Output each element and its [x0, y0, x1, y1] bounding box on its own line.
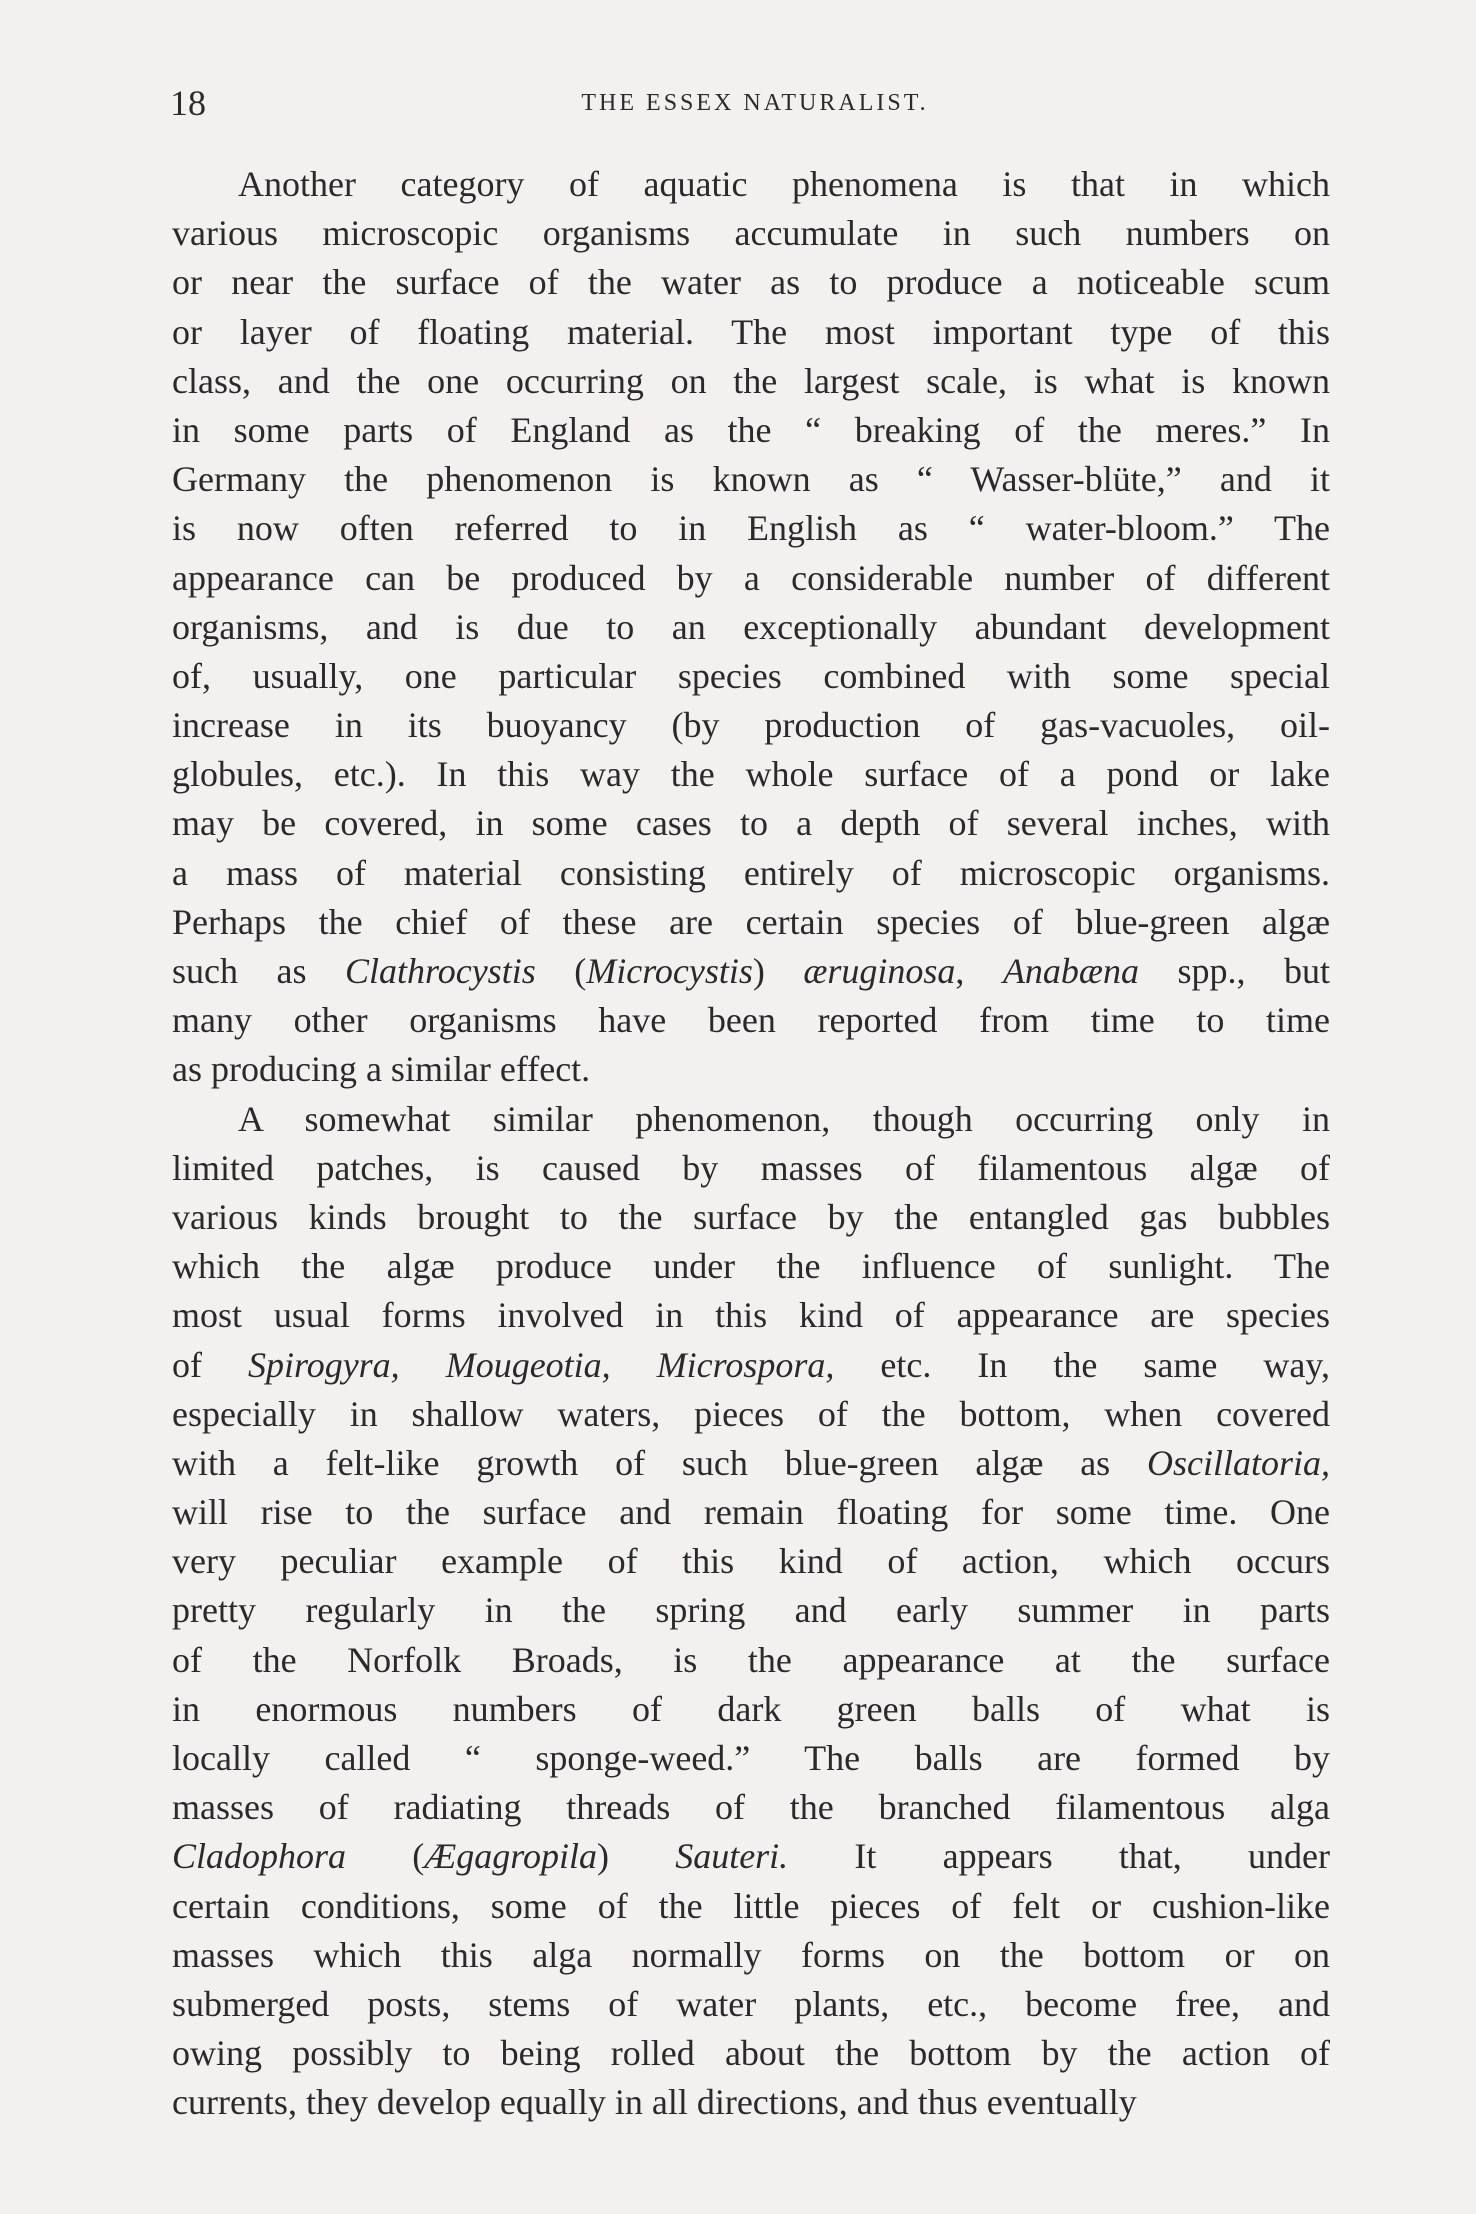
text-run: pretty regularly in the spring and early summer in parts — [172, 1590, 1330, 1631]
text-run: owing possibly to being rolled about the bottom by the action of — [172, 2033, 1330, 2074]
text-run: class, and the one occurring on the largest scale, is what is known — [172, 360, 1330, 401]
text-line — [172, 947, 1330, 996]
text-line — [172, 406, 1330, 455]
text-line — [172, 1095, 1330, 1144]
text-run: Germany the phenomenon is known as “ Wasser-blüte,” and it — [172, 459, 1330, 500]
text-run: locally called “ sponge-weed.” The balls are formed by — [172, 1738, 1330, 1778]
text-line — [172, 701, 1330, 750]
text-run: Perhaps the chief of these are certain species of blue-green algæ — [172, 901, 1330, 942]
text-run: may be covered, in some cases to a depth of several inches, with — [172, 803, 1330, 844]
text-run: or near the surface of the water as to produce a noticeable scum — [172, 262, 1330, 303]
text-line — [172, 2078, 1330, 2127]
text-line — [172, 308, 1330, 357]
text-line — [172, 504, 1330, 553]
text-run: of, usually, one particular species combined with some special — [172, 655, 1330, 696]
page-number: 18 — [170, 83, 206, 123]
text-run: limited patches, is caused by masses of filamentous algæ of — [172, 1147, 1330, 1188]
text-line — [172, 750, 1330, 799]
text-run: It appears that, under — [788, 1836, 1330, 1877]
text-line — [172, 1390, 1330, 1439]
text-run: masses which this alga normally forms on the bottom or on — [172, 1934, 1330, 1975]
text-run: submerged posts, stems of water plants, etc., become free, and — [172, 1983, 1330, 2024]
text-line — [172, 603, 1330, 652]
text-line — [172, 455, 1330, 504]
text-run: many other organisms have been reported from time to time — [172, 1000, 1330, 1041]
text-run: spp., but — [1138, 951, 1330, 991]
text-line — [172, 1734, 1330, 1783]
text-line — [172, 1537, 1330, 1586]
text-run: ) — [752, 951, 804, 991]
italic-text: Microcystis — [586, 951, 753, 991]
text-line — [172, 799, 1330, 848]
text-line — [172, 554, 1330, 603]
text-line — [172, 1586, 1330, 1635]
italic-text: Sauteri. — [675, 1836, 789, 1877]
paragraph-1 — [172, 160, 1330, 1095]
text-line — [172, 652, 1330, 701]
text-run: is now often referred to in English as “ water-bloom.” The — [172, 508, 1330, 549]
text-line — [172, 160, 1330, 209]
italic-text: Oscillatoria, — [1146, 1442, 1330, 1483]
journal-title: THE ESSEX NATURALIST. — [581, 90, 929, 116]
text-run: appearance can be produced by a considerable number of different — [172, 557, 1330, 598]
text-run: such as — [172, 951, 346, 991]
text-line — [172, 1636, 1330, 1685]
text-line — [172, 1193, 1330, 1242]
text-run: various kinds brought to the surface by the entangled gas bubbles — [172, 1196, 1330, 1237]
text-line — [172, 1045, 1330, 1094]
italic-text: Cladophora — [172, 1836, 347, 1877]
text-line — [172, 996, 1330, 1045]
text-line — [172, 1341, 1330, 1390]
text-run: of the Norfolk Broads, is the appearance at the surface — [172, 1639, 1330, 1680]
text-run: globules, etc.). In this way the whole surface of a pond or lake — [172, 754, 1330, 795]
text-run: in enormous numbers of dark green balls of what is — [172, 1688, 1330, 1729]
text-run: very peculiar example of this kind of action, which occurs — [172, 1541, 1330, 1582]
italic-text: Clathrocystis — [345, 951, 536, 991]
italic-text: Anabæna — [1002, 951, 1139, 991]
text-run: ( — [346, 1836, 425, 1877]
text-line — [172, 1882, 1330, 1931]
text-run: , — [955, 951, 1003, 991]
text-line — [172, 1980, 1330, 2029]
text-run: increase in its buoyancy (by production of gas-vacuoles, oil- — [172, 705, 1330, 746]
text-run: with a felt-like growth of such blue-green algæ as — [172, 1442, 1147, 1483]
text-run: which the algæ produce under the influence of sunlight. The — [172, 1246, 1330, 1287]
text-run: A somewhat similar phenomenon, though occurring only in — [238, 1098, 1330, 1139]
italic-text: æruginosa — [803, 951, 956, 991]
text-line — [172, 1242, 1330, 1291]
text-line — [172, 258, 1330, 307]
text-line — [172, 1144, 1330, 1193]
text-run: various microscopic organisms accumulate in such numbers on — [172, 213, 1330, 254]
text-line — [172, 209, 1330, 258]
text-line — [172, 2029, 1330, 2078]
text-line — [172, 357, 1330, 406]
text-line — [172, 1685, 1330, 1734]
text-line — [172, 1931, 1330, 1980]
italic-text: Ægagropila — [424, 1836, 597, 1877]
text-line — [172, 1783, 1330, 1832]
text-line — [172, 898, 1330, 947]
text-run: Another category of aquatic phenomena is that in which — [238, 164, 1330, 204]
text-run: currents, they develop equally in all directions, and thus eventually — [172, 2082, 1137, 2123]
text-run: etc. In the same way, — [834, 1344, 1330, 1385]
text-run: in some parts of England as the “ breaking of the meres.” In — [172, 409, 1330, 450]
text-line — [172, 849, 1330, 898]
text-run: ( — [535, 951, 587, 991]
paragraph-2 — [172, 1095, 1330, 2128]
text-line — [172, 1488, 1330, 1537]
text-run: certain conditions, some of the little pieces of felt or cushion-like — [172, 1885, 1330, 1926]
running-head — [170, 82, 1340, 130]
text-run: of — [172, 1344, 249, 1385]
text-run: masses of radiating threads of the branched filamentous alga — [172, 1787, 1330, 1828]
text-run: ) — [596, 1836, 676, 1877]
text-line — [172, 1291, 1330, 1340]
text-run: especially in shallow waters, pieces of the bottom, when covered — [172, 1393, 1330, 1434]
italic-text: Spirogyra, Mougeotia, Microspora, — [248, 1344, 835, 1385]
article-body — [172, 160, 1330, 2128]
text-line — [172, 1832, 1330, 1881]
text-run: a mass of material consisting entirely of microscopic organisms. — [172, 852, 1330, 893]
text-line — [172, 1439, 1330, 1488]
text-run: or layer of floating material. The most important type of this — [172, 311, 1330, 352]
text-run: organisms, and is due to an exceptionally abundant development — [172, 606, 1330, 647]
text-run: will rise to the surface and remain floating for some time. One — [172, 1492, 1330, 1533]
text-run: most usual forms involved in this kind of appearance are species — [172, 1295, 1330, 1336]
text-run: as producing a similar effect. — [172, 1049, 591, 1090]
